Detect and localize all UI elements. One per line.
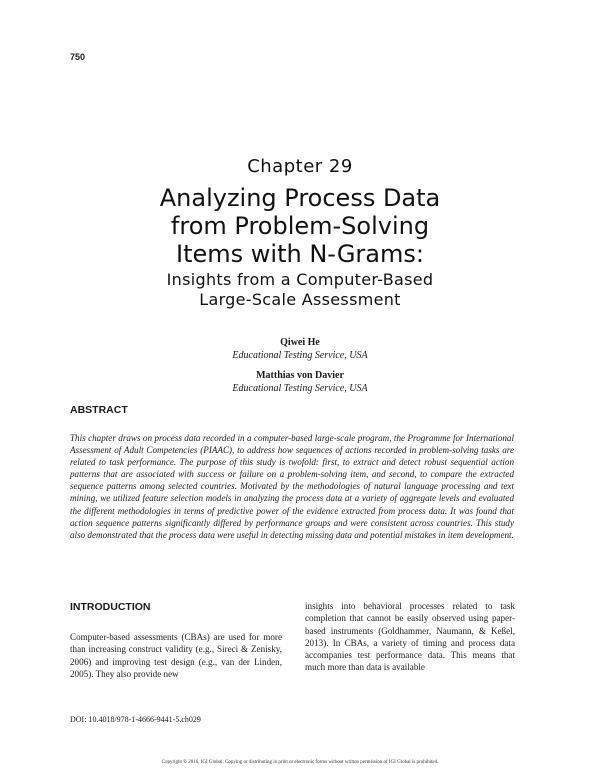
- chapter-label: Chapter 29: [247, 156, 353, 177]
- author-block: [0, 369, 600, 395]
- title-line: from Problem-Solving: [170, 212, 430, 240]
- abstract-heading: ABSTRACT: [70, 404, 128, 416]
- chapter-subtitle: [0, 270, 600, 310]
- introduction-right-column: insights into behavioral processes related to task completion that cannot be easily observed using paper-based instruments (Goldhammer, Naumann, & Keßel, 2013). In CBAs, a variety of timing and process data accompanies test performance data. This means that much more than data is available: [305, 601, 515, 673]
- introduction-left-column: Computer-based assessments (CBAs) are used for more than increasing construct validity (e.g., Sireci & Zenisky, 2006) and improving test design (e.g., van der Linden, 2005). They also provide new: [70, 632, 282, 679]
- author-name: Matthias von Davier: [256, 370, 344, 381]
- title-line: Items with N-Grams:: [176, 240, 424, 268]
- introduction-heading: INTRODUCTION: [70, 601, 151, 613]
- author-block: [0, 336, 600, 362]
- author-name: Qiwei He: [280, 337, 320, 348]
- title-line: Analyzing Process Data: [159, 184, 441, 212]
- subtitle-line: Large-Scale Assessment: [199, 290, 401, 309]
- abstract-text: This chapter draws on process data recorded in a computer-based large-scale program, the Programme for International Assessment of Adult Competencies (PIAAC), to address how sequences of actions recorded in problem-solving tasks are related to task performance. The purpose of this study is twofold: first, to extract and detect robust sequential action patterns that are associated with success or failure on a problem-solving item, and second, to compare the extracted sequence patterns among selected countries. Motivated by the methodologies of natural language processing and text mining, we utilized feature selection models in analyzing the process data at a variety of aggregate levels and evaluated the different methodologies in terms of predictive power of the evidence extracted from process data. It was found that action sequence patterns significantly differed by performance groups and were consistent across countries. This study also demonstrated that the process data were useful in detecting missing data and potential mistakes in item development.: [70, 433, 514, 540]
- page-number: 750: [70, 52, 86, 62]
- chapter-heading: [0, 155, 600, 310]
- copyright-notice: Copyright © 2016, IGI Global. Copying or distributing in print or electronic forms without written permission of IGI Global is prohibited.: [161, 760, 439, 765]
- chapter-title: [0, 184, 600, 268]
- subtitle-line: Insights from a Computer-Based: [166, 270, 434, 289]
- doi: DOI: 10.4018/978-1-4666-9441-5.ch029: [70, 715, 201, 724]
- author-affiliation: Educational Testing Service, USA: [232, 383, 368, 394]
- author-affiliation: Educational Testing Service, USA: [232, 350, 368, 361]
